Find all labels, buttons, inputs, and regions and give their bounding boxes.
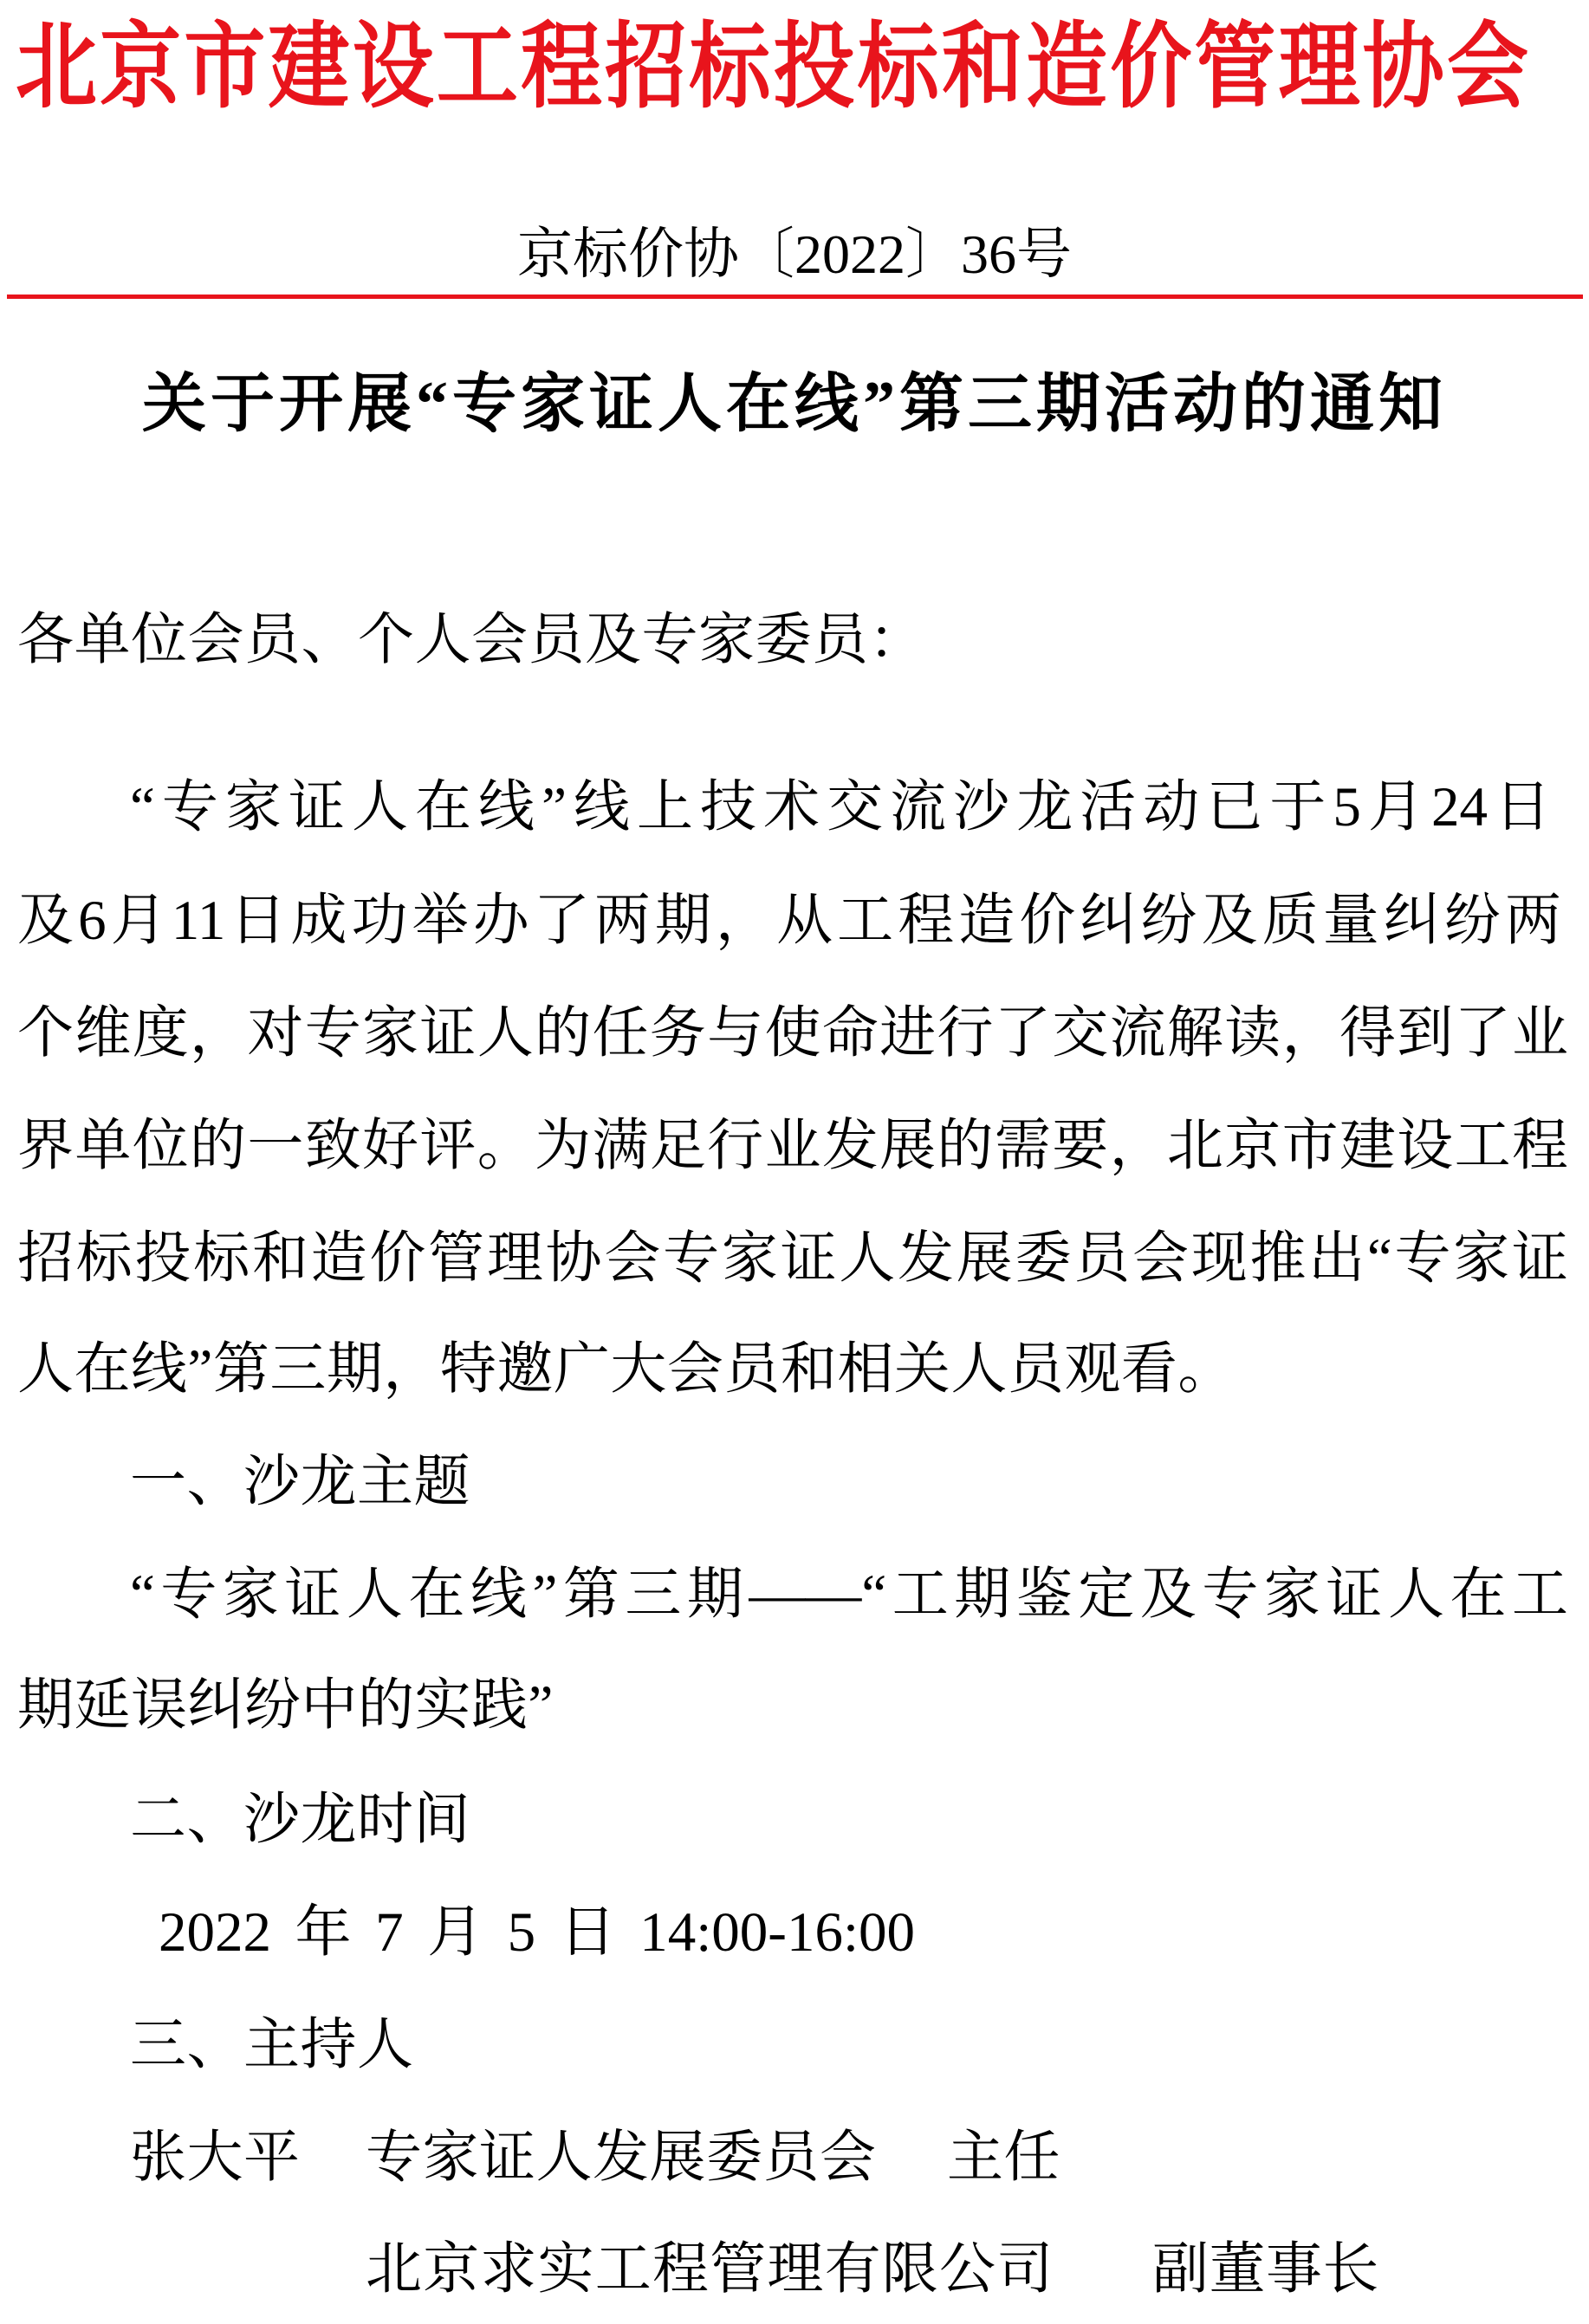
intro-line: “专家证人在线”线上技术交流沙龙活动已于5月24日 bbox=[130, 776, 1551, 838]
document-number: 京标价协〔2022〕36号 bbox=[517, 223, 1072, 285]
topic-line: 期延误纠纷中的实践” bbox=[17, 1674, 554, 1737]
salutation: 各单位会员、个人会员及专家委员： bbox=[17, 609, 926, 671]
host-name: 张大平 bbox=[130, 2127, 301, 2189]
red-divider-line bbox=[7, 295, 1583, 299]
session-datetime: 2022年7月5日14:00-16:00 bbox=[159, 1901, 915, 1964]
host-company-title: 副董事长 bbox=[1152, 2238, 1380, 2301]
section-heading: 三、主持人 bbox=[130, 2014, 414, 2076]
topic-line: “专家证人在线”第三期——“工期鉴定及专家证人在工 bbox=[130, 1563, 1568, 1626]
notice-title: 关于开展“专家证人在线”第三期活动的通知 bbox=[142, 369, 1447, 440]
host-title: 主任 bbox=[947, 2127, 1061, 2189]
intro-line: 招标投标和造价管理协会专家证人发展委员会现推出“专家证 bbox=[17, 1227, 1568, 1290]
section-heading: 一、沙龙主题 bbox=[130, 1451, 471, 1513]
intro-line: 个维度，对专家证人的任务与使命进行了交流解读，得到了业 bbox=[17, 1002, 1568, 1065]
host-organization: 专家证人发展委员会 bbox=[366, 2127, 877, 2189]
organization-letterhead-title: 北京市建设工程招标投标和造价管理协会 bbox=[16, 11, 1528, 122]
intro-line: 人在线”第三期，特邀广大会员和相关人员观看。 bbox=[17, 1338, 1235, 1401]
section-heading: 二、沙龙时间 bbox=[130, 1789, 471, 1851]
host-company: 北京求实工程管理有限公司 bbox=[366, 2238, 1054, 2301]
intro-line: 界单位的一致好评。为满足行业发展的需要，北京市建设工程 bbox=[17, 1115, 1568, 1177]
intro-line: 及6月11日成功举办了两期，从工程造价纠纷及质量纠纷两 bbox=[17, 890, 1561, 952]
